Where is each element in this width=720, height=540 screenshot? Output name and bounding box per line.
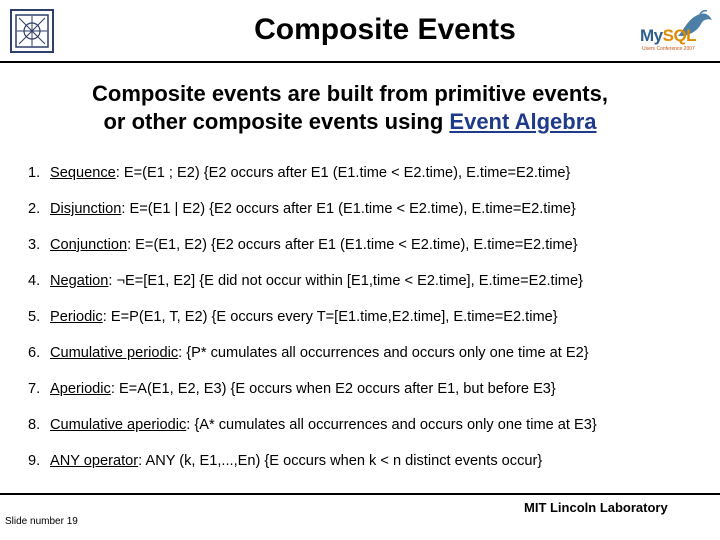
item-number: 2. xyxy=(28,201,41,217)
item-number: 7. xyxy=(28,381,41,397)
item-definition: : {A* cumulates all occurrences and occurs only one time at E3} xyxy=(186,417,597,433)
mysql-conference-subtitle: Users Conference 2007 xyxy=(642,46,695,52)
mysql-wordmark xyxy=(640,26,696,46)
intro-line-2-text: or other composite events using xyxy=(103,109,450,134)
item-term: Cumulative aperiodic xyxy=(50,417,187,433)
item-definition: : E=(E1 ; E2) {E2 occurs after E1 (E1.time < E2.time), E.time=E2.time} xyxy=(115,165,571,181)
item-term: ANY operator xyxy=(50,453,139,469)
list-item xyxy=(28,379,718,415)
mysql-wordmark-sql: SQL xyxy=(662,26,697,45)
item-number: 1. xyxy=(28,165,41,181)
item-number: 6. xyxy=(28,345,41,361)
item-term: Aperiodic xyxy=(50,381,111,397)
event-operator-list xyxy=(28,163,718,487)
item-definition: : {P* cumulates all occurrences and occurs only one time at E2} xyxy=(178,345,589,361)
mysql-wordmark-my: My xyxy=(640,26,663,45)
item-definition: : ANY (k, E1,...,En) {E occurs when k < n distinct events occur} xyxy=(138,453,543,469)
item-term: Cumulative periodic xyxy=(50,345,179,361)
item-definition: : E=(E1 | E2) {E2 occurs after E1 (E1.time < E2.time), E.time=E2.time} xyxy=(121,201,576,217)
item-definition: : E=P(E1, T, E2) {E occurs every T=[E1.time,E2.time], E.time=E2.time} xyxy=(102,309,558,325)
event-algebra-link[interactable]: Event Algebra xyxy=(449,109,597,134)
list-item xyxy=(28,271,718,307)
intro-line-2 xyxy=(0,108,700,136)
slide-number: Slide number 19 xyxy=(5,516,78,527)
list-item xyxy=(28,163,718,199)
item-number: 9. xyxy=(28,453,41,469)
item-number: 5. xyxy=(28,309,41,325)
item-term: Conjunction xyxy=(50,237,128,253)
list-item xyxy=(28,199,718,235)
item-term: Disjunction xyxy=(50,201,122,217)
item-term: Sequence xyxy=(50,165,116,181)
title-divider xyxy=(0,61,720,63)
item-number: 3. xyxy=(28,237,41,253)
item-term: Negation xyxy=(50,273,109,289)
item-definition: : E=A(E1, E2, E3) {E occurs when E2 occurs after E1, but before E3} xyxy=(110,381,556,397)
list-item xyxy=(28,451,718,487)
footer-organization: MIT Lincoln Laboratory xyxy=(524,500,668,515)
item-number: 4. xyxy=(28,273,41,289)
item-definition: : E=(E1, E2) {E2 occurs after E1 (E1.time < E2.time), E.time=E2.time} xyxy=(127,237,578,253)
intro-line-1: Composite events are built from primitive events, xyxy=(92,81,608,106)
item-definition: : ¬E=[E1, E2] {E did not occur within [E1,time < E2.time], E.time=E2.time} xyxy=(108,273,583,289)
footer-divider xyxy=(0,493,720,495)
item-number: 8. xyxy=(28,417,41,433)
intro-text xyxy=(0,80,700,136)
list-item xyxy=(28,415,718,451)
item-term: Periodic xyxy=(50,309,103,325)
page-title: Composite Events xyxy=(254,13,516,46)
list-item xyxy=(28,235,718,271)
list-item xyxy=(28,343,718,379)
list-item xyxy=(28,307,718,343)
mysql-conference-logo xyxy=(640,10,716,58)
